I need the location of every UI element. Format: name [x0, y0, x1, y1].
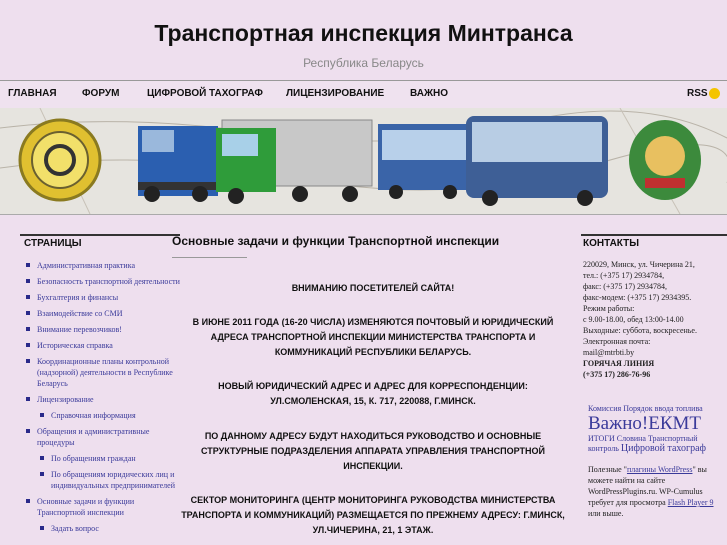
tag-link[interactable]: ИТОГИ Словина Транспортный [588, 434, 698, 443]
list-item[interactable]: Обращения и административные процедуры [24, 426, 184, 448]
pages-heading: СТРАНИЦЫ [24, 238, 82, 249]
pages-list [24, 260, 184, 539]
contact-line: Электронная почта: [583, 337, 651, 346]
list-item[interactable]: Бухгалтерия и финансы [24, 292, 184, 303]
site-title[interactable]: Транспортная инспекция Минтранса [154, 20, 573, 46]
contact-line: факс-модем: (+375 17) 2934395. [583, 293, 692, 302]
rss-icon[interactable] [709, 88, 720, 99]
nav-forum[interactable]: ФОРУМ [82, 88, 120, 99]
pages-divider [20, 234, 180, 236]
note-text: или выше. [588, 509, 624, 518]
banner-image [0, 108, 727, 214]
header-banner [0, 108, 727, 215]
nav-tachograph[interactable]: ЦИФРОВОЙ ТАХОГРАФ [147, 88, 263, 99]
notice-paragraph: В ИЮНЕ 2011 ГОДА (16-20 ЧИСЛА) ИЗМЕНЯЮТСЯ ПОЧТОВЫЙ И ЮРИДИЧЕСКИЙ АДРЕСА ТРАНСПОРТНОЙ ИНСПЕКЦИИ МИНИСТЕРСТВА ТРАНСПОРТА И КОММУНИКАЦИЙ РЕСПУБЛИКИ БЕЛАРУСЬ. [192, 317, 554, 357]
plugin-note [588, 464, 726, 519]
contact-line: Выходные: суббота, воскресенье. [583, 326, 697, 335]
contacts-block [583, 259, 723, 380]
contact-line: Режим работы: [583, 304, 635, 313]
list-item[interactable]: Лицензирование [24, 394, 184, 405]
list-item[interactable]: Основные задачи и функции Транспортной инспекции [24, 496, 184, 518]
list-item[interactable]: Координационные планы контрольной (надзорной) деятельности в Республике Беларусь [24, 356, 184, 389]
nav-important[interactable]: ВАЖНО [410, 88, 448, 99]
list-item[interactable]: Задать вопрос [24, 523, 184, 534]
list-item[interactable]: Взаимодействие со СМИ [24, 308, 184, 319]
contacts-divider [581, 234, 727, 236]
list-item[interactable]: Безопасность транспортной деятельности [24, 276, 184, 287]
contacts-heading: КОНТАКТЫ [583, 238, 640, 249]
hotline-number: (+375 17) 286-76-96 [583, 370, 651, 379]
contact-line: факс: (+375 17) 2934784, [583, 282, 668, 291]
site-header [0, 0, 727, 80]
tag-link[interactable]: контроль [588, 444, 619, 453]
main-nav [0, 80, 727, 109]
list-item[interactable]: Историческая справка [24, 340, 184, 351]
list-item[interactable]: По обращениям юридических лиц и индивидуальных предпринимателей [24, 469, 184, 491]
title-divider [172, 257, 247, 258]
tag-link[interactable]: Важно!ЕКМТ [588, 413, 702, 434]
page-title: Основные задачи и функции Транспортной инспекции [172, 234, 500, 248]
note-text: Полезные " [588, 465, 627, 474]
notice-paragraph: НОВЫЙ ЮРИДИЧЕСКИЙ АДРЕС И АДРЕС ДЛЯ КОРРЕСПОНДЕНЦИИ: УЛ.СМОЛЕНСКАЯ, 15, К. 717, 220088, Г.МИНСК. [218, 381, 528, 406]
contact-email[interactable]: mail@mtrbti.by [583, 348, 635, 357]
contact-line: с 9.00-18.00, обед 13:00-14.00 [583, 315, 684, 324]
contact-line: тел.: (+375 17) 2934784, [583, 271, 665, 280]
tag-link[interactable]: Цифровой тахограф [620, 443, 707, 454]
notice-heading: ВНИМАНИЮ ПОСЕТИТЕЛЕЙ САЙТА! [291, 283, 455, 293]
notice-paragraph: ПО ДАННОМУ АДРЕСУ БУДУТ НАХОДИТЬСЯ РУКОВОДСТВО И ОСНОВНЫЕ СТРУКТУРНЫЕ ПОДРАЗДЕЛЕНИЯ АППАРАТА УПРАВЛЕНИЯ ТРАНСПОРТНОЙ ИНСПЕКЦИИ. [200, 431, 546, 471]
flash-link[interactable]: Flash Player 9 [667, 498, 714, 507]
plugins-link[interactable]: плагины WordPress [626, 465, 693, 474]
nav-home[interactable]: ГЛАВНАЯ [8, 88, 57, 99]
list-item[interactable]: Внимание перевозчиков! [24, 324, 184, 335]
note-text: " вы можете найти на сайте WordPressPlugins.ru. WP-Cumulus требует для просмотра [588, 465, 707, 507]
list-item[interactable]: Административная практика [24, 260, 184, 271]
list-item[interactable]: По обращениям граждан [24, 453, 184, 464]
notice-paragraph: СЕКТОР МОНИТОРИНГА (ЦЕНТР МОНИТОРИНГА РУКОВОДСТВА МИНИСТЕРСТВА ТРАНСПОРТА И КОММУНИКАЦИЙ) РАЗМЕЩАЕТСЯ ПО ПРЕЖНЕМУ АДРЕСУ: Г.МИНСК, УЛ.ЧИЧЕРИНА, 21, 1 ЭТАЖ. [181, 495, 565, 535]
tag-link[interactable]: Комиссия Порядок ввода топлива [588, 404, 703, 413]
site-subtitle: Республика Беларусь [303, 56, 424, 70]
nav-licensing[interactable]: ЛИЦЕНЗИРОВАНИЕ [286, 88, 385, 99]
nav-rss[interactable]: RSS [687, 88, 708, 99]
tag-cloud [588, 404, 726, 454]
list-item[interactable]: Справочная информация [24, 410, 184, 421]
contact-line: 220029, Минск, ул. Чичерина 21, [583, 260, 695, 269]
hotline-label: ГОРЯЧАЯ ЛИНИЯ [583, 359, 655, 368]
